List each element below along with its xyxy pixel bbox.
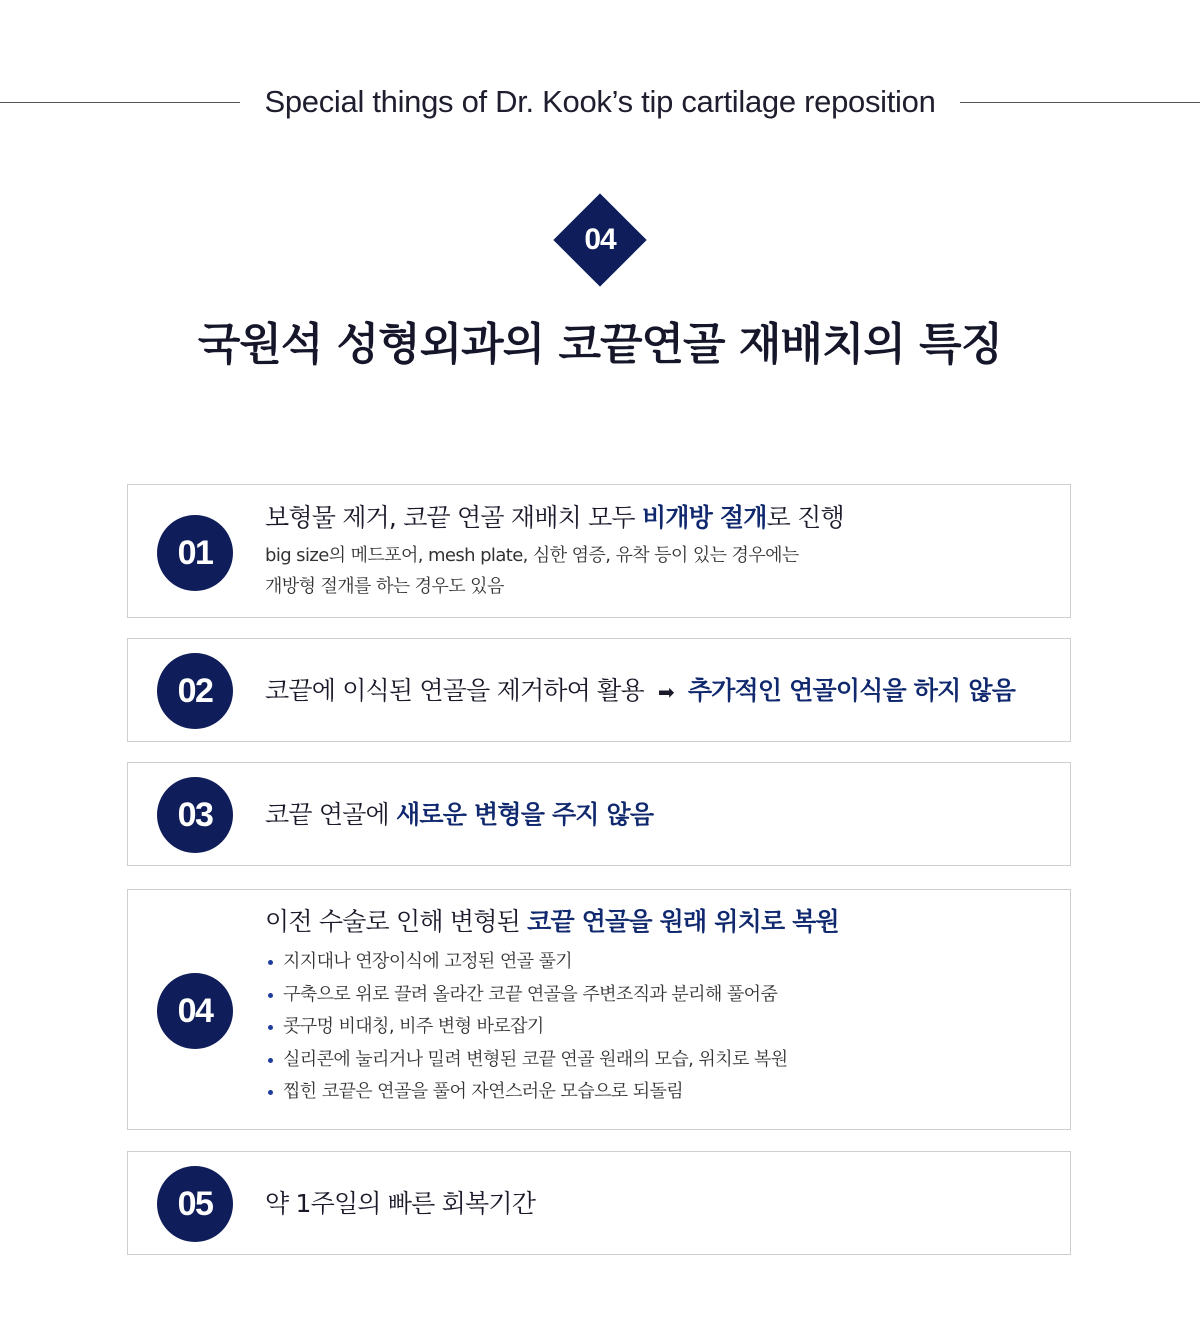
- feature-card-02: [127, 638, 1071, 742]
- card-content: [265, 500, 1050, 602]
- card-content: [265, 904, 1050, 1109]
- badge-number: 04: [584, 223, 616, 256]
- header-divider-right: [960, 102, 1200, 103]
- card-heading: [265, 1186, 1050, 1222]
- section-badge: [554, 194, 646, 286]
- feature-card-01: [127, 484, 1071, 618]
- header-divider-left: [0, 102, 240, 103]
- card-heading: [265, 797, 1050, 833]
- card-description: [265, 540, 1050, 602]
- english-subtitle: Special things of Dr. Kook’s tip cartilage reposition: [264, 84, 936, 119]
- description-line: big size의 메드포어, mesh plate, 심한 염증, 유착 등이 있는 경우에는: [265, 545, 799, 566]
- card-content: [265, 797, 1050, 833]
- heading-text: 코끝에 이식된 연골을 제거하여 활용: [265, 676, 644, 705]
- heading-text: 약 1주일의 빠른 회복기간: [265, 1189, 536, 1218]
- list-item: 콧구멍 비대칭, 비주 변형 바로잡기: [265, 1011, 1050, 1044]
- card-heading: [265, 673, 1050, 710]
- card-content: [265, 1186, 1050, 1222]
- heading-text: 이전 수술로 인해 변형된: [265, 907, 528, 936]
- section-header: [0, 82, 1200, 122]
- heading-highlight: 새로운 변형을 주지 않음: [396, 800, 654, 829]
- description-line: 개방형 절개를 하는 경우도 있음: [265, 576, 504, 597]
- card-number-badge: 04: [157, 973, 233, 1049]
- heading-highlight: 비개방 절개: [641, 503, 767, 532]
- card-number-badge: 05: [157, 1166, 233, 1242]
- card-content: [265, 673, 1050, 710]
- page-title: 국원석 성형외과의 코끝연골 재배치의 특징: [197, 319, 1003, 370]
- card-number-badge: 02: [157, 653, 233, 729]
- heading-suffix: 로 진행: [766, 503, 844, 532]
- arrow-right-icon: ➡: [657, 680, 674, 704]
- bullet-list: [265, 946, 1050, 1109]
- heading-text: 보형물 제거, 코끝 연골 재배치 모두: [265, 503, 642, 532]
- card-number-badge: 03: [157, 777, 233, 853]
- list-item: 실리콘에 눌리거나 밀려 변형된 코끝 연골 원래의 모습, 위치로 복원: [265, 1044, 1050, 1077]
- list-item: 구축으로 위로 끌려 올라간 코끝 연골을 주변조직과 분리해 풀어줌: [265, 979, 1050, 1012]
- feature-card-03: [127, 762, 1071, 866]
- card-number-badge: 01: [157, 515, 233, 591]
- feature-card-04: [127, 889, 1071, 1130]
- heading-text: 코끝 연골에: [265, 800, 397, 829]
- heading-highlight: 코끝 연골을 원래 위치로 복원: [527, 907, 839, 936]
- list-item: 찝힌 코끝은 연골을 풀어 자연스러운 모습으로 되돌림: [265, 1076, 1050, 1109]
- list-item: 지지대나 연장이식에 고정된 연골 풀기: [265, 946, 1050, 979]
- card-heading: [265, 500, 1050, 536]
- heading-highlight: 추가적인 연골이식을 하지 않음: [687, 676, 1016, 705]
- card-heading: [265, 904, 1050, 940]
- feature-card-05: [127, 1151, 1071, 1255]
